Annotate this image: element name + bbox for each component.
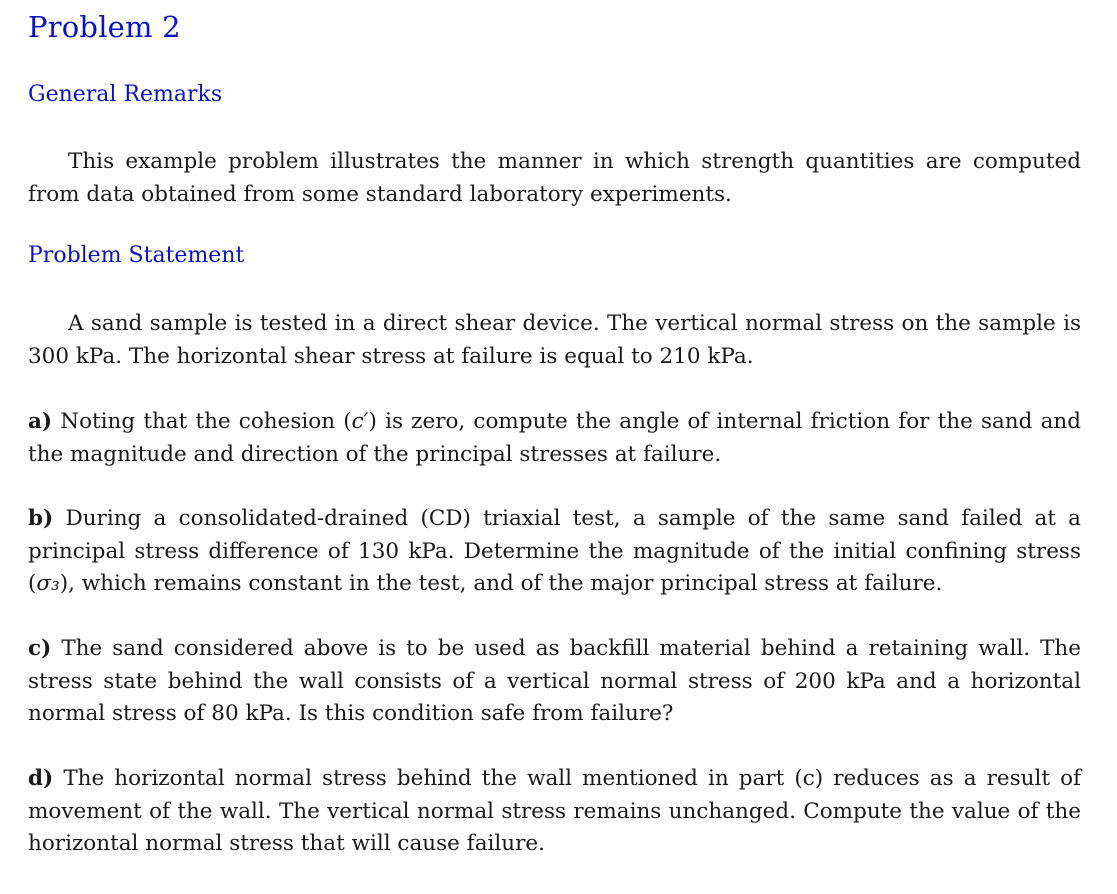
part-d-paragraph	[28, 763, 1081, 861]
part-c-paragraph	[28, 633, 1081, 731]
page-title: Problem 2	[28, 10, 181, 44]
part-a-label: a)	[28, 409, 53, 434]
part-b-paragraph	[28, 503, 1081, 601]
part-a-text-start: Noting that the cohesion (	[60, 409, 352, 434]
cohesion-symbol: c′	[351, 409, 369, 434]
part-b-label: b)	[28, 506, 54, 531]
part-c-text: The sand considered above is to be used as backfill material behind a retaining wall. The stress state behind the wall consists of a vertical normal stress of 200 kPa and a horizontal normal stress of 80 kPa. Is this condition safe from failure?	[28, 636, 1081, 726]
problem-statement-heading: Problem Statement	[28, 243, 245, 268]
part-d-text: The horizontal normal stress behind the wall mentioned in part (c) reduces as a result of movement of the wall. The vertical normal stress remains unchanged. Compute the value of the horizontal normal stress that will cause failure.	[28, 766, 1081, 856]
part-d-label: d)	[28, 766, 54, 791]
part-c-label: c)	[28, 636, 52, 661]
part-a-text-end: ) is zero, compute the angle of internal friction for the sand and the magnitude and direction of the principal stresses at failure.	[28, 409, 1081, 467]
problem-statement-paragraph: A sand sample is tested in a direct shear device. The vertical normal stress on the sample is 300 kPa. The horizontal shear stress at failure is equal to 210 kPa.	[28, 311, 1081, 369]
part-a-paragraph	[28, 406, 1081, 471]
general-remarks-heading: General Remarks	[28, 82, 223, 107]
sigma3-symbol: σ₃	[36, 571, 60, 596]
general-remarks-paragraph: This example problem illustrates the manner in which strength quantities are computed from data obtained from some standard laboratory experiments.	[28, 149, 1081, 207]
part-b-text-start: During a consolidated-drained (CD) triaxial test, a sample of the same sand failed at a principal stress difference of 130 kPa. Determine the magnitude of the initial confining stress (	[28, 506, 1081, 596]
part-b-text-end: ), which remains constant in the test, and of the major principal stress at failure.	[59, 571, 943, 596]
